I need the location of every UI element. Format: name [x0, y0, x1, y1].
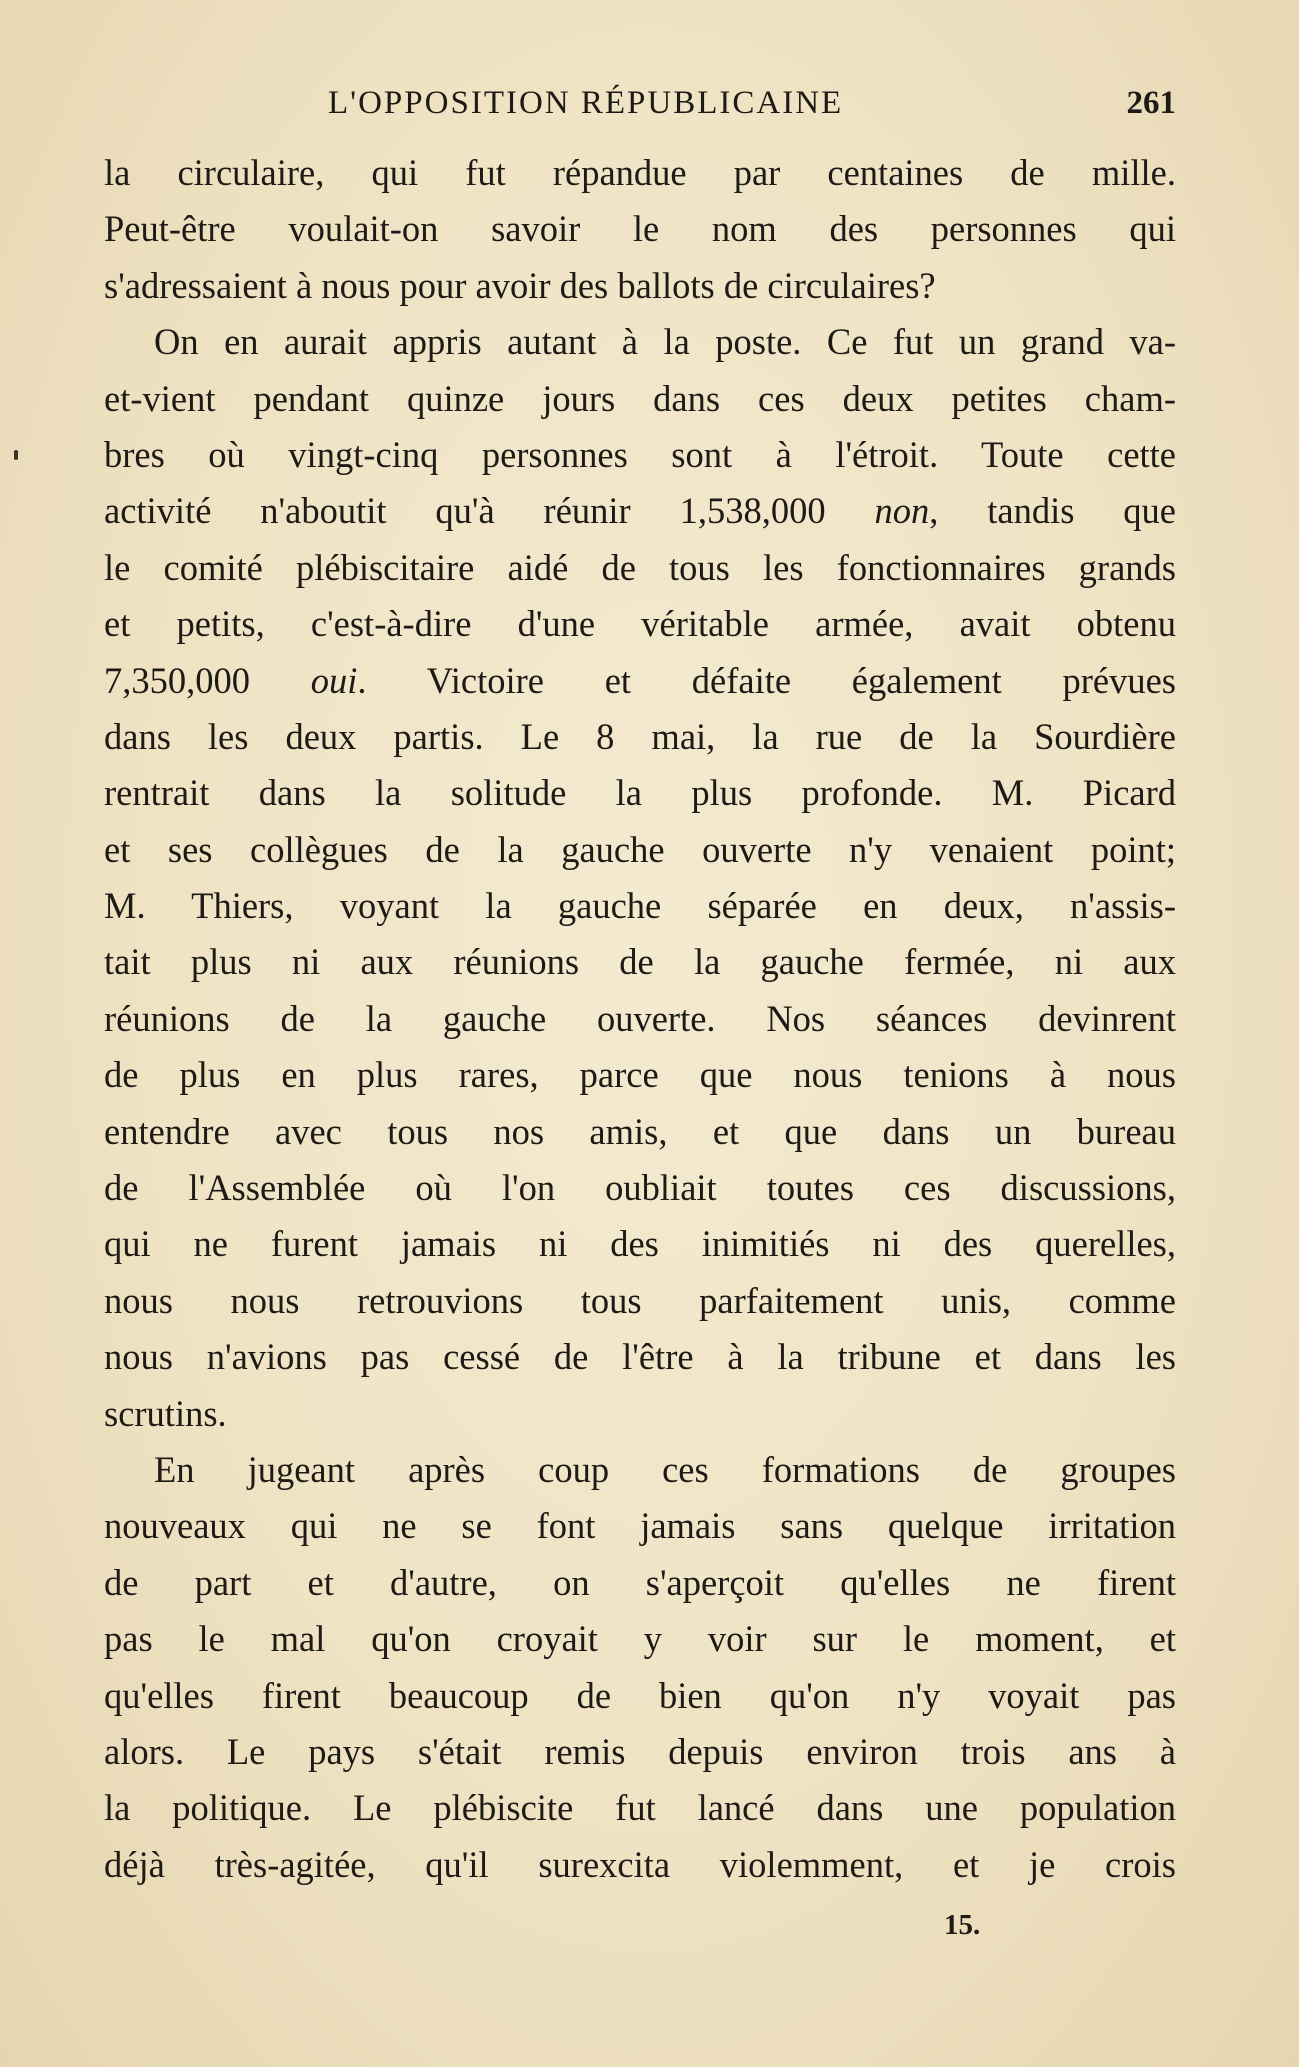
- running-title: L'OPPOSITION RÉPUBLICAINE: [328, 85, 844, 121]
- page-edge-blemish: [14, 450, 18, 460]
- signature-mark: 15.: [944, 1909, 981, 1941]
- text-line: activité n'aboutit qu'à réunir 1,538,000 non, tandis que: [104, 490, 1176, 532]
- text-line: bres où vingt-cinq personnes sont à l'étroit. Toute cette: [104, 433, 1176, 475]
- text-line: rentrait dans la solitude la plus profonde. M. Picard: [104, 772, 1176, 814]
- text-line: et petits, c'est-à-dire d'une véritable armée, avait obtenu: [104, 603, 1176, 645]
- body-text: [104, 145, 1176, 1893]
- text-line: de l'Assemblée où l'on oubliait toutes ces discussions,: [104, 1167, 1176, 1209]
- text-line: M. Thiers, voyant la gauche séparée en deux, n'assis-: [104, 885, 1176, 927]
- text-line: nous n'avions pas cessé de l'être à la tribune et dans les: [104, 1336, 1176, 1378]
- text-line: le comité plébiscitaire aidé de tous les fonctionnaires grands: [104, 546, 1176, 588]
- text-line: nouveaux qui ne se font jamais sans quelque irritation: [104, 1505, 1176, 1547]
- text-line: la circulaire, qui fut répandue par centaines de mille.: [104, 152, 1176, 193]
- text-line: tait plus ni aux réunions de la gauche fermée, ni aux: [104, 941, 1176, 983]
- text-line: pas le mal qu'on croyait y voir sur le moment, et: [104, 1618, 1176, 1660]
- text-line: et ses collègues de la gauche ouverte n'y venaient point;: [104, 828, 1176, 870]
- text-line: de plus en plus rares, parce que nous tenions à nous: [104, 1054, 1176, 1096]
- text-line: scrutins.: [104, 1392, 227, 1434]
- text-line: la politique. Le plébiscite fut lancé dans une population: [104, 1787, 1176, 1829]
- text-line: Peut-être voulait-on savoir le nom des personnes qui: [104, 208, 1176, 250]
- text-line: nous nous retrouvions tous parfaitement unis, comme: [104, 1279, 1176, 1321]
- text-line: déjà très-agitée, qu'il surexcita violemment, et je crois: [104, 1843, 1176, 1885]
- text-line: dans les deux partis. Le 8 mai, la rue de la Sourdière: [104, 715, 1176, 757]
- text-line: qu'elles firent beaucoup de bien qu'on n'y voyait pas: [104, 1674, 1176, 1716]
- text-line: réunions de la gauche ouverte. Nos séances devinrent: [104, 997, 1176, 1039]
- text-line: et-vient pendant quinze jours dans ces deux petites cham-: [104, 377, 1176, 419]
- page-number: 261: [1126, 85, 1176, 121]
- text-line: de part et d'autre, on s'aperçoit qu'elles ne firent: [104, 1561, 1176, 1603]
- text-line: qui ne furent jamais ni des inimitiés ni des querelles,: [104, 1223, 1176, 1265]
- text-line: entendre avec tous nos amis, et que dans un bureau: [104, 1110, 1176, 1152]
- page-header: [104, 78, 1176, 128]
- text-line: On en aurait appris autant à la poste. Ce fut un grand va-: [154, 321, 1176, 363]
- text-line: s'adressaient à nous pour avoir des ballots de circulaires?: [104, 264, 936, 306]
- text-line: alors. Le pays s'était remis depuis environ trois ans à: [104, 1730, 1176, 1772]
- text-line: 7,350,000 oui. Victoire et défaite également prévues: [104, 659, 1176, 701]
- text-line: En jugeant après coup ces formations de groupes: [154, 1448, 1176, 1490]
